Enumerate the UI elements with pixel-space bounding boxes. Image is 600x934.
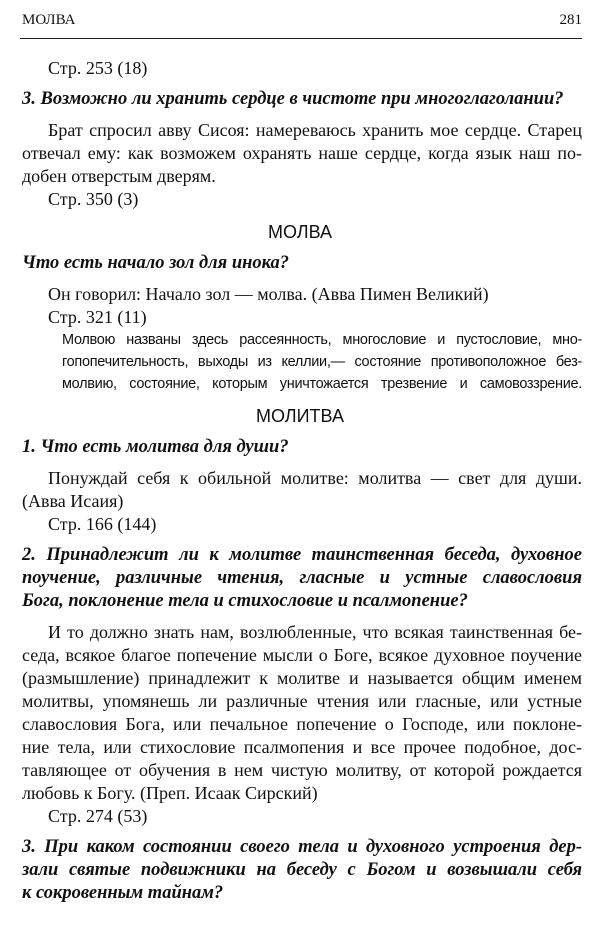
page-reference: Стр. 166 (144) bbox=[48, 514, 157, 534]
question-heading: 2. Принадлежит ли к молитве таинственная беседа, духовное bbox=[22, 545, 582, 565]
paragraph-line: ние тела, или стихословие псалмопения и все прочее подобное, дос- bbox=[22, 737, 582, 757]
page-reference: Стр. 321 (11) bbox=[48, 307, 147, 327]
paragraph-line: (размышление) принадлежит к молитве и называется общим именем bbox=[22, 668, 582, 688]
page-content bbox=[0, 39, 600, 915]
question-heading: 1. Что есть молитва для души? bbox=[22, 437, 289, 457]
question-heading: к сокровенным тайнам? bbox=[22, 883, 224, 903]
paragraph-line: седа, всякое благое попечение мысли о Боге, всякое духовное поучение bbox=[22, 645, 582, 665]
paragraph-line: молитвы, упомянешь ли различные чтения или гласные, или устные bbox=[22, 691, 582, 711]
question-heading: Что есть начало зол для инока? bbox=[22, 253, 290, 273]
paragraph-line: Понуждай себя к обильной молитве: молитва — свет для души. bbox=[48, 468, 582, 488]
page-reference: Стр. 350 (3) bbox=[48, 189, 139, 209]
footnote-line: молвию, состояние, которым уничтожается трезвение и самовоззрение. bbox=[62, 376, 582, 392]
question-heading: поучение, различные чтения, гласные и устные славословия bbox=[22, 568, 582, 588]
page-number: 281 bbox=[559, 12, 582, 28]
paragraph-line: отвечал ему: как возможем охранять наше сердце, когда язык наш по- bbox=[22, 143, 582, 163]
question-heading: 3. Возможно ли хранить сердце в чистоте при многоглаголании? bbox=[22, 89, 564, 109]
question-heading: 3. При каком состоянии своего тела и духовного устроения дер- bbox=[22, 837, 582, 857]
question-heading: Бога, поклонение тела и стихословие и псалмопение? bbox=[22, 591, 468, 611]
question-heading: зали святые подвижники на беседу с Богом и возвышали себя bbox=[22, 860, 582, 880]
paragraph-line: (Авва Исаия) bbox=[22, 491, 124, 511]
page-header bbox=[20, 0, 582, 39]
paragraph-line: любовь к Богу. (Преп. Исаак Сирский) bbox=[22, 783, 318, 803]
footnote-line: Молвою названы здесь рассеянность, многословие и пустословие, мно- bbox=[62, 332, 582, 348]
paragraph-line: добен отверстым дверям. bbox=[22, 166, 216, 186]
paragraph-line: Брат спросил авву Сисоя: намереваюсь хранить мое сердце. Старец bbox=[48, 120, 582, 140]
section-heading: МОЛИТВА bbox=[256, 406, 344, 426]
running-head: МОЛВА bbox=[22, 12, 76, 28]
page-reference: Стр. 253 (18) bbox=[48, 58, 148, 78]
footnote-line: гопопечительность, выходы из келлии,— состояние противоположное без- bbox=[62, 354, 582, 370]
section-heading: МОЛВА bbox=[267, 222, 333, 242]
paragraph-line: славословия Бога, или печальное попечение о Господе, или поклоне- bbox=[22, 714, 582, 734]
paragraph-line: тавляющее от обучения в нем чистую молитву, от которой рождается bbox=[22, 760, 582, 780]
page-reference: Стр. 274 (53) bbox=[48, 806, 148, 826]
paragraph-line: Он говорил: Начало зол — молва. (Авва Пимен Великий) bbox=[48, 284, 489, 304]
paragraph-line: И то должно знать нам, возлюбленные, что всякая таинственная бе- bbox=[48, 622, 582, 642]
